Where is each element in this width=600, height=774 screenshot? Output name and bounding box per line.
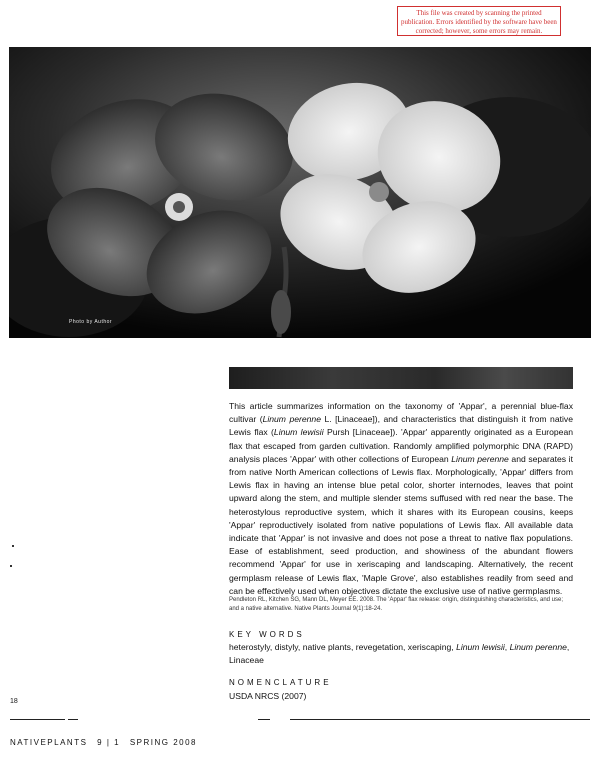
footer-rule-mid <box>258 719 270 720</box>
citation: Pendleton RL, Kitchen SG, Mann DL, Meyer EE. 2008. The 'Appar' flax release: origin, distinguishing characteristics, and use; and a native alternative. Native Plants Journal 9(1):18-24. <box>229 597 564 612</box>
footer-journal: NATIVEPLANTS <box>10 738 88 747</box>
footer-issue: 9 | 1 <box>97 738 121 747</box>
footer-rule-left <box>10 719 65 720</box>
flax-flower-illustration <box>9 47 591 338</box>
margin-mark <box>12 545 14 547</box>
scan-notice: This file was created by scanning the printed publication. Errors identified by the software have been corrected; however, some errors may remain. <box>397 6 561 36</box>
flax-flower-photo <box>9 47 591 338</box>
keywords-list: heterostyly, distyly, native plants, revegetation, xeriscaping, Linum lewisii, Linum perenne, Linaceae <box>229 642 570 665</box>
article-title-bar <box>229 367 573 389</box>
nomenclature-body: USDA NRCS (2007) <box>229 691 307 701</box>
footer-season: SPRING 2008 <box>129 738 198 747</box>
margin-mark <box>10 565 12 567</box>
footer <box>10 738 197 747</box>
nomenclature-heading: NOMENCLATURE <box>229 678 332 687</box>
footer-rule-right <box>290 719 590 720</box>
abstract-paragraph: This article summarizes information on the taxonomy of 'Appar', a perennial blue-flax cultivar (Linum perenne L. [Linaceae]), and characteristics that distinguish it from native Lewis flax (Linum lewisii Pursh [Linaceae]). 'Appar' apparently originated as a European flax that escaped from garden cultivation. Randomly amplified polymorphic DNA (RAPD) analysis places 'Appar' with other collections of European Linum perenne and separates it from native North American collections of Lewis flax. Morphologically, 'Appar' differs from Lewis flax in having an intense blue petal color, shorter internodes, leaves that point upward along the stem, and multiple slender stems suffused with red near the base. The heterostylous reproductive system, which it shares with its European cousins, keeps 'Appar' reproductively isolated from native populations of Lewis flax. All available data indicate that 'Appar' is not invasive and does not pose a threat to native flax populations. Ease of establishment, seed production, and showiness of the abundant flowers recommend 'Appar' for use in xeriscaping and landscaping. Alternatively, the recent germplasm release of Lewis flax, 'Maple Grove', also establishes readily from seed and can be effectively used when objectives dictate the exclusive use of native germplasms. <box>229 401 573 596</box>
footer-rule-left-short <box>68 719 78 720</box>
keywords-heading: KEY WORDS <box>229 630 305 639</box>
page-number: 18 <box>10 698 18 705</box>
photo-credit: Photo by Author <box>69 319 113 325</box>
